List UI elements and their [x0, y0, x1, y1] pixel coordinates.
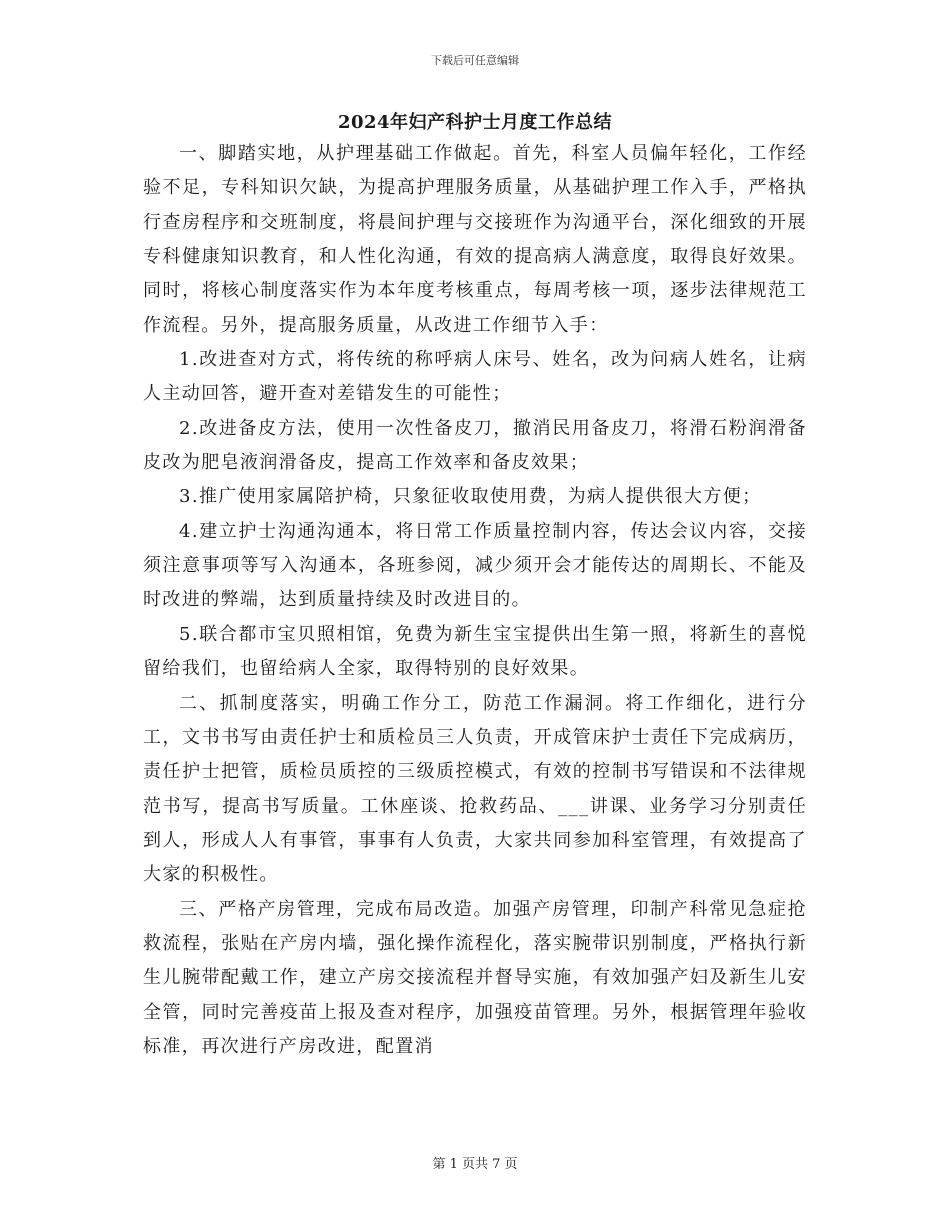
paragraph-item-4: 4.建立护士沟通沟通本，将日常工作质量控制内容，传达会议内容，交接须注意事项等写入沟通本，各班参阅，减少须开会才能传达的周期长、不能及时改进的弊端，达到质量持续及时改进目的。: [143, 520, 807, 611]
paragraph-item-5: 5.联合都市宝贝照相馆，免费为新生宝宝提供出生第一照，将新生的喜悦留给我们，也留给病人全家，取得特别的良好效果。: [143, 623, 807, 680]
document-body: [143, 137, 807, 1064]
document-title: 2024年妇产科护士月度工作总结: [337, 112, 613, 133]
paragraph-item-2: 2.改进备皮方法，使用一次性备皮刀，撤消民用备皮刀，将滑石粉润滑备皮改为肥皂液润滑备皮，提高工作效率和备皮效果；: [143, 417, 807, 474]
page-header-note: 下载后可任意编辑: [431, 54, 519, 67]
paragraph-item-3: 3.推广使用家属陪护椅，只象征收取使用费，为病人提供很大方便；: [179, 486, 762, 508]
paragraph-section-2: 二、抓制度落实，明确工作分工，防范工作漏洞。将工作细化，进行分工，文书书写由责任护士和质检员三人负责，开成管床护士责任下完成病历，责任护士把管，质检员质控的三级质控模式，有效的控制书写错误和不法律规范书写，提高书写质量。工休座谈、抢救药品、___讲课、业务学习分别责任到人，形成人人有事管，事事有人负责，大家共同参加科室管理，有效提高了大家的积极性。: [143, 692, 807, 886]
paragraph-item-1: 1.改进查对方式，将传统的称呼病人床号、姓名，改为问病人姓名，让病人主动回答，避开查对差错发生的可能性；: [143, 349, 807, 405]
paragraph-section-1: 一、脚踏实地，从护理基础工作做起。首先，科室人员偏年轻化，工作经验不足，专科知识欠缺，为提高护理服务质量，从基础护理工作入手，严格执行查房程序和交班制度，将晨间护理与交接班作为沟通平台，深化细致的开展专科健康知识教育，和人性化沟通，有效的提高病人满意度，取得良好效果。同时，将核心制度落实作为本年度考核重点，每周考核一项，逐步法律规范工作流程。另外，提高服务质量，从改进工作细节入手：: [143, 143, 807, 336]
page-number: 第 1 页共 7 页: [432, 1157, 518, 1172]
paragraph-section-3: 三、严格产房管理，完成布局改造。加强产房管理，印制产科常见急症抢救流程，张贴在产房内墙，强化操作流程化，落实腕带识别制度，严格执行新生儿腕带配戴工作，建立产房交接流程并督导实施，有效加强产妇及新生儿安全管，同时完善疫苗上报及查对程序，加强疫苗管理。另外，根据管理年验收标准，再次进行产房改进，配置消: [143, 898, 807, 1057]
